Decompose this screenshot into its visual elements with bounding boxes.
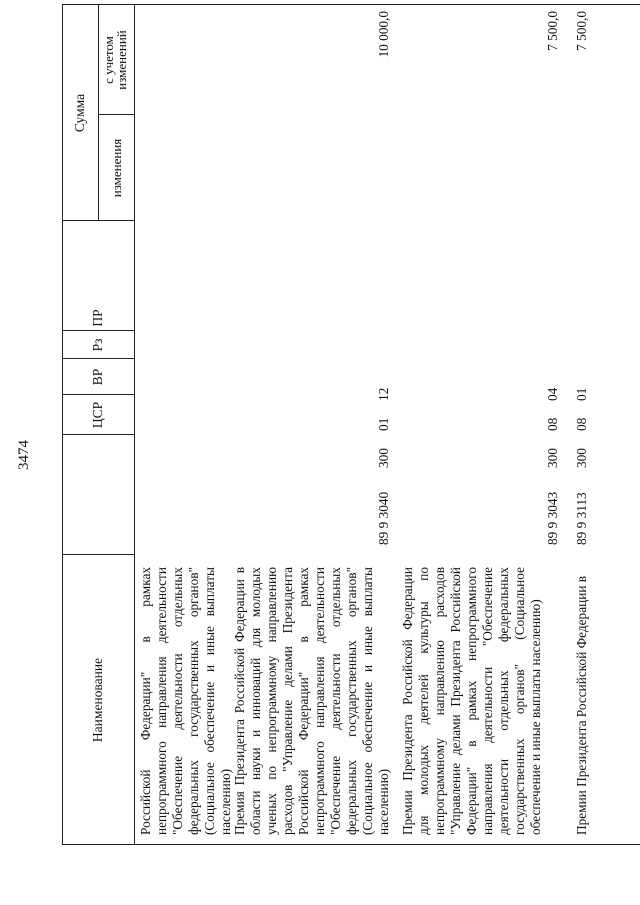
row-1-pr: 12	[376, 387, 391, 401]
header-sum-total: с учетом изменений	[101, 30, 129, 90]
header-bottom-border	[134, 5, 135, 845]
row-1-csr: 89 9 3040	[376, 491, 391, 545]
row-3-rz: 08	[574, 417, 589, 431]
row-2-vr: 300	[545, 448, 560, 468]
row-3-csr: 89 9 3113	[574, 492, 589, 545]
row-3-vr: 300	[574, 448, 589, 468]
header-pr: ПР	[90, 309, 105, 327]
header-name: Наименование	[90, 657, 105, 743]
row-1-rz: 01	[376, 417, 391, 431]
header-sum: Сумма	[72, 93, 87, 133]
table-right-border	[62, 4, 640, 5]
row-2-pr: 04	[545, 387, 560, 401]
table-top-border	[62, 5, 63, 845]
page-number: 3474	[16, 440, 32, 470]
row-2-total: 7 500,0	[545, 11, 560, 51]
header-vr: ВР	[90, 368, 105, 386]
header-csr: ЦСР	[90, 401, 105, 429]
table-left-border	[62, 844, 640, 845]
row-2-csr: 89 9 3043	[545, 491, 560, 545]
row-2-rz: 08	[545, 417, 560, 431]
budget-table	[62, 5, 640, 845]
row-1-vr: 300	[376, 448, 391, 468]
row-2-name: Премии Президента Российской Федерации для молодых деятелей культуры по непрограммному направлению расходов "Управление делами Президента Российской Федерации" в рамках непрограммного направления деятельности "Обеспечение деятельности отдельных федеральных государственных органов" (Социальное обеспечение и иные выплаты населению)	[400, 567, 543, 835]
header-rz: Рз	[90, 338, 105, 352]
row-1-total: 10 000,0	[376, 11, 391, 58]
row-0-name: Российской Федерации" в рамках непрограммного направления деятельности "Обеспечение деятельности отдельных федеральных государственных органов" (Социальное обеспечение и иные выплаты населению)	[138, 567, 233, 835]
row-3-name: Премии Президента Российской Федерации в	[574, 575, 589, 835]
header-sum-change: изменения	[109, 138, 124, 198]
row-1-name: Премия Президента Российской Федерации в области науки и инноваций для молодых ученых по непрограммному направлению расходов "Управление делами Президента Российской Федерации" в рамках непрограммного направления деятельности "Обеспечение деятельности отдельных федеральных государственных органов" (Социальное обеспечение и иные выплаты населению)	[232, 567, 391, 835]
row-3-pr: 01	[574, 387, 589, 401]
row-3-total: 7 500,0	[574, 11, 589, 51]
sum-subheader-border	[98, 5, 99, 221]
